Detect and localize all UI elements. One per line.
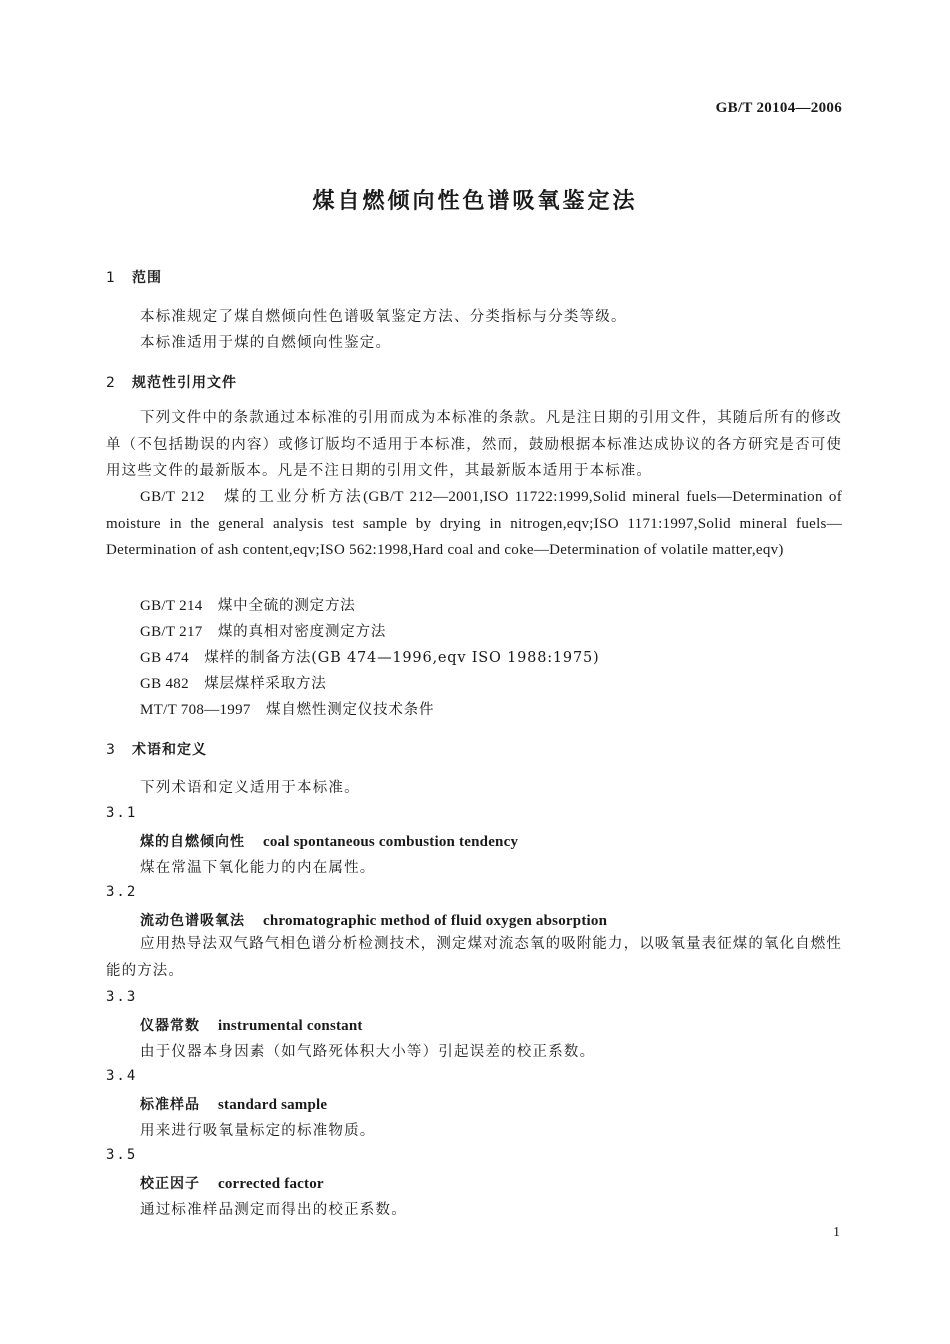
term-chinese: 校正因子 — [140, 1176, 200, 1192]
term-number: 3.4 — [106, 1068, 138, 1084]
section-number: 3 — [106, 742, 116, 758]
section-1-heading — [106, 267, 162, 287]
page-number: 1 — [833, 1225, 840, 1240]
term-heading — [140, 1173, 324, 1193]
term-number: 3.3 — [106, 989, 138, 1005]
term-heading — [140, 1094, 327, 1114]
term-definition: 煤在常温下氧化能力的内在属性。 — [140, 860, 376, 876]
section-title: 术语和定义 — [132, 742, 207, 758]
section-title: 规范性引用文件 — [132, 375, 237, 391]
term-chinese: 仪器常数 — [140, 1018, 200, 1034]
reference-code: GB 482 — [140, 676, 189, 692]
term-definition: 应用热导法双气路气相色谱分析检测技术，测定煤对流态氧的吸附能力，以吸氧量表征煤的氧化自燃性能的方法。 — [106, 936, 842, 979]
term-english: chromatographic method of fluid oxygen absorption — [263, 913, 608, 929]
term-heading — [140, 1015, 363, 1035]
term-english: corrected factor — [218, 1176, 324, 1192]
term-number: 3.1 — [106, 805, 138, 821]
reference-item — [140, 646, 599, 667]
term-definition: 通过标准样品测定而得出的校正系数。 — [140, 1202, 407, 1218]
term-heading — [140, 910, 607, 930]
term-english: standard sample — [218, 1097, 328, 1113]
reference-item — [140, 620, 386, 641]
term-english: coal spontaneous combustion tendency — [263, 834, 519, 850]
reference-code: GB/T 214 — [140, 598, 203, 614]
term-chinese: 标准样品 — [140, 1097, 200, 1113]
term-definition: 用来进行吸氧量标定的标准物质。 — [140, 1123, 376, 1139]
reference-item — [140, 594, 356, 615]
reference-code: GB 474 — [140, 650, 189, 666]
reference-title: 煤的真相对密度测定方法 — [217, 624, 387, 640]
term-heading — [140, 831, 518, 851]
section-number: 1 — [106, 270, 116, 286]
section-title: 范围 — [132, 270, 162, 286]
reference-title: 煤样的制备方法(GB 474—1996,eqv ISO 1988:1975) — [204, 650, 600, 666]
standard-code: GB/T 20104—2006 — [715, 100, 842, 116]
reference-title: 煤层煤样采取方法 — [204, 676, 327, 692]
terms-intro: 下列术语和定义适用于本标准。 — [140, 780, 360, 796]
term-number: 3.2 — [106, 884, 138, 900]
reference-title: 煤自燃性测定仪技术条件 — [266, 702, 435, 718]
term-chinese: 煤的自燃倾向性 — [140, 834, 245, 850]
scope-paragraph-1: 本标准规定了煤自燃倾向性色谱吸氧鉴定方法、分类指标与分类等级。 — [140, 309, 627, 325]
reference-item — [140, 698, 434, 719]
scope-paragraph-2: 本标准适用于煤的自燃倾向性鉴定。 — [140, 335, 392, 351]
reference-gbt212: GB/T 212 煤的工业分析方法(GB/T 212—2001,ISO 11722:1999,Solid mineral fuels—Determination of moisture in the general analysis test sample by drying in nitrogen,eqv;ISO 1171:1997,Solid mineral fuels—Determination of ash content,eqv;ISO 562:1998,Hard coal and coke—Determination of volatile matter,eqv) — [106, 489, 842, 558]
term-number: 3.5 — [106, 1147, 138, 1163]
term-english: instrumental constant — [218, 1018, 363, 1034]
document-title: 煤自燃倾向性色谱吸氧鉴定法 — [312, 189, 638, 214]
reference-item — [140, 672, 327, 693]
reference-code: MT/T 708—1997 — [140, 702, 251, 718]
section-3-heading — [106, 739, 207, 759]
references-intro: 下列文件中的条款通过本标准的引用而成为本标准的条款。凡是注日期的引用文件，其随后所有的修改单（不包括勘误的内容）或修订版均不适用于本标准，然而，鼓励根据本标准达成协议的各方研究是否可使用这些文件的最新版本。凡是不注日期的引用文件，其最新版本适用于本标准。 — [106, 410, 842, 479]
reference-code: GB/T 217 — [140, 624, 203, 640]
term-chinese: 流动色谱吸氧法 — [140, 913, 245, 929]
section-number: 2 — [106, 375, 116, 391]
term-definition: 由于仪器本身因素（如气路死体积大小等）引起误差的校正系数。 — [140, 1044, 596, 1060]
section-2-heading — [106, 372, 237, 392]
reference-title: 煤中全硫的测定方法 — [217, 598, 356, 614]
